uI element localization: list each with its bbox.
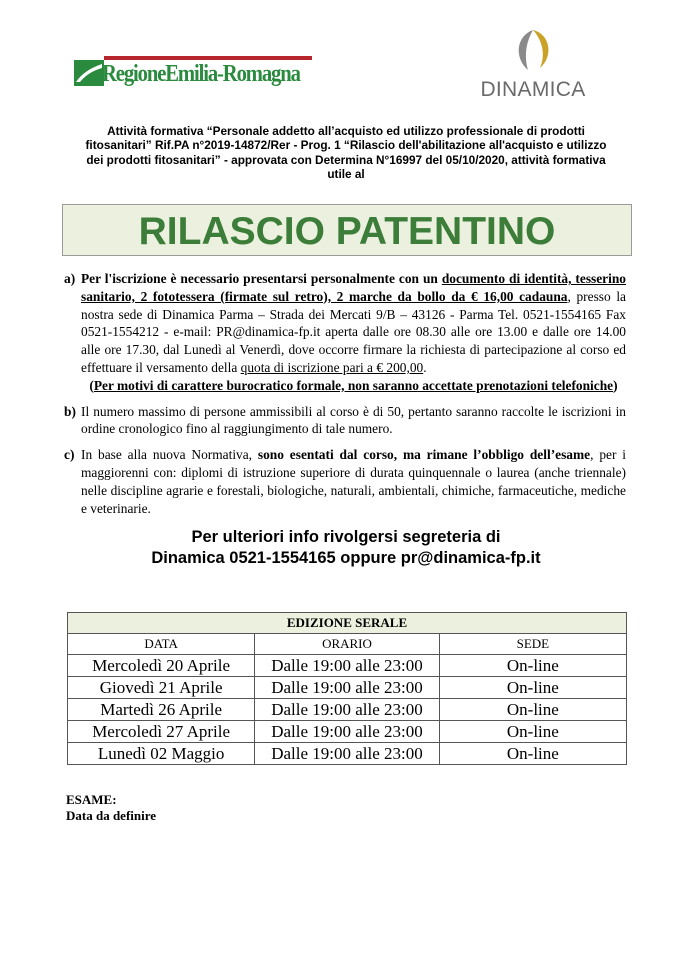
table-row <box>68 699 627 721</box>
cell-venue: On-line <box>439 743 626 765</box>
item-marker: b) <box>64 403 76 419</box>
cell-date: Martedì 26 Aprile <box>68 699 255 721</box>
item-marker: c) <box>64 447 75 463</box>
exam-label: ESAME: <box>66 792 117 807</box>
intro-text: Attività formativa “Personale addetto all’acquisto ed utilizzo professionale di prodotti fitosanitari” Rif.PA n°2019-14872/Rer - Prog. 1 “Rilascio dell'abilitazione all'acquisto e utilizzo dei prodotti fitosanitari” - approvata con Determina N°16997 del 05/10/2020, attività formativa utile al <box>85 124 607 182</box>
cell-date: Giovedì 21 Aprile <box>68 677 255 699</box>
cell-venue: On-line <box>439 677 626 699</box>
column-header-data: DATA <box>68 634 255 655</box>
table-row <box>68 743 627 765</box>
regione-flag-icon <box>74 60 104 86</box>
contact-line-2: Dinamica 0521-1554165 oppure pr@dinamica-fp.it <box>151 549 541 567</box>
dinamica-swirl-icon <box>506 28 560 74</box>
exam-date: Data da definire <box>66 808 157 823</box>
item-a-fee: quota di iscrizione pari a € 200,00 <box>240 359 424 375</box>
cell-time: Dalle 19:00 alle 23:00 <box>255 677 439 699</box>
table-row <box>68 721 627 743</box>
cell-time: Dalle 19:00 alle 23:00 <box>255 655 439 677</box>
contact-line-1: Per ulteriori info rivolgersi segreteria di <box>191 528 501 546</box>
item-a-text: Per l'iscrizione è necessario presentarsi personalmente con un <box>81 271 442 286</box>
column-header-sede: SEDE <box>439 634 626 655</box>
item-a-note-text: Per motivi di carattere burocratico formale, non saranno accettate prenotazioni telefoniche <box>93 377 614 393</box>
schedule-table <box>67 612 627 765</box>
cell-venue: On-line <box>439 721 626 743</box>
item-a-address: , presso la nostra sede di Dinamica Parma – Strada dei Mercati 9/B – 43126 - Parma Tel. 0521-1554165 Fax 0521-1554212 - e-mail: PR@dinamica-fp.it aperta dalle ore 08.30 alle ore 13.00 e dalle ore 14.00 alle ore 17.30, dal Lunedì al Venerdì, dove occorre firmare la richiesta di partecipazione al corso ed effettuare il versamento della <box>81 288 626 375</box>
cell-time: Dalle 19:00 alle 23:00 <box>255 721 439 743</box>
item-a-documents: documento di identità, tesserino sanitario, 2 fototessera (firmate sul retro), 2 marche da bollo da € 16,00 cadauna <box>81 271 626 304</box>
item-c-text: In base alla nuova Normativa, <box>81 447 258 463</box>
instruction-list <box>66 270 626 525</box>
cell-time: Dalle 19:00 alle 23:00 <box>255 699 439 721</box>
dinamica-logo-text: DINAMICA <box>480 78 586 101</box>
contact-info <box>60 527 632 569</box>
list-item-c <box>66 446 626 517</box>
banner-title: RILASCIO PATENTINO <box>138 210 556 253</box>
list-item-a <box>66 270 626 395</box>
logo-red-bar <box>104 56 312 60</box>
exam-section <box>66 792 156 824</box>
table-row <box>68 655 627 677</box>
column-header-orario: ORARIO <box>255 634 439 655</box>
item-c-details: , per i maggiorenni con: diplomi di istruzione superiore di durata quinquennale o laurea (anche triennale) nelle discipline agrarie e forestali, biologiche, naturali, ambientali, chimiche, farmaceutiche, mediche e veterinarie. <box>81 447 626 516</box>
item-marker: a) <box>64 271 76 286</box>
item-c-exemption: sono esentati dal corso, ma rimane l’obbligo dell’esame <box>257 447 591 463</box>
item-a-note: (Per motivi di carattere burocratico formale, non saranno accettate prenotazioni telefoniche) <box>89 377 618 393</box>
cell-venue: On-line <box>439 699 626 721</box>
cell-date: Mercoledì 27 Aprile <box>68 721 255 743</box>
regione-emilia-romagna-logo <box>74 56 314 92</box>
list-item-b <box>66 403 626 439</box>
cell-time: Dalle 19:00 alle 23:00 <box>255 743 439 765</box>
table-row <box>68 677 627 699</box>
cell-venue: On-line <box>439 655 626 677</box>
cell-date: Lunedì 02 Maggio <box>68 743 255 765</box>
dinamica-logo <box>470 28 600 102</box>
item-b-text: Il numero massimo di persone ammissibili al corso è di 50, pertanto saranno raccolte le iscrizioni in ordine cronologico fino al raggiungimento di tale numero. <box>81 403 626 437</box>
cell-date: Mercoledì 20 Aprile <box>68 655 255 677</box>
item-a-period: . <box>423 359 427 375</box>
regione-logo-text: RegioneEmilia-Romagna <box>102 61 300 87</box>
schedule-title: EDIZIONE SERALE <box>68 613 627 634</box>
title-banner <box>62 204 632 256</box>
